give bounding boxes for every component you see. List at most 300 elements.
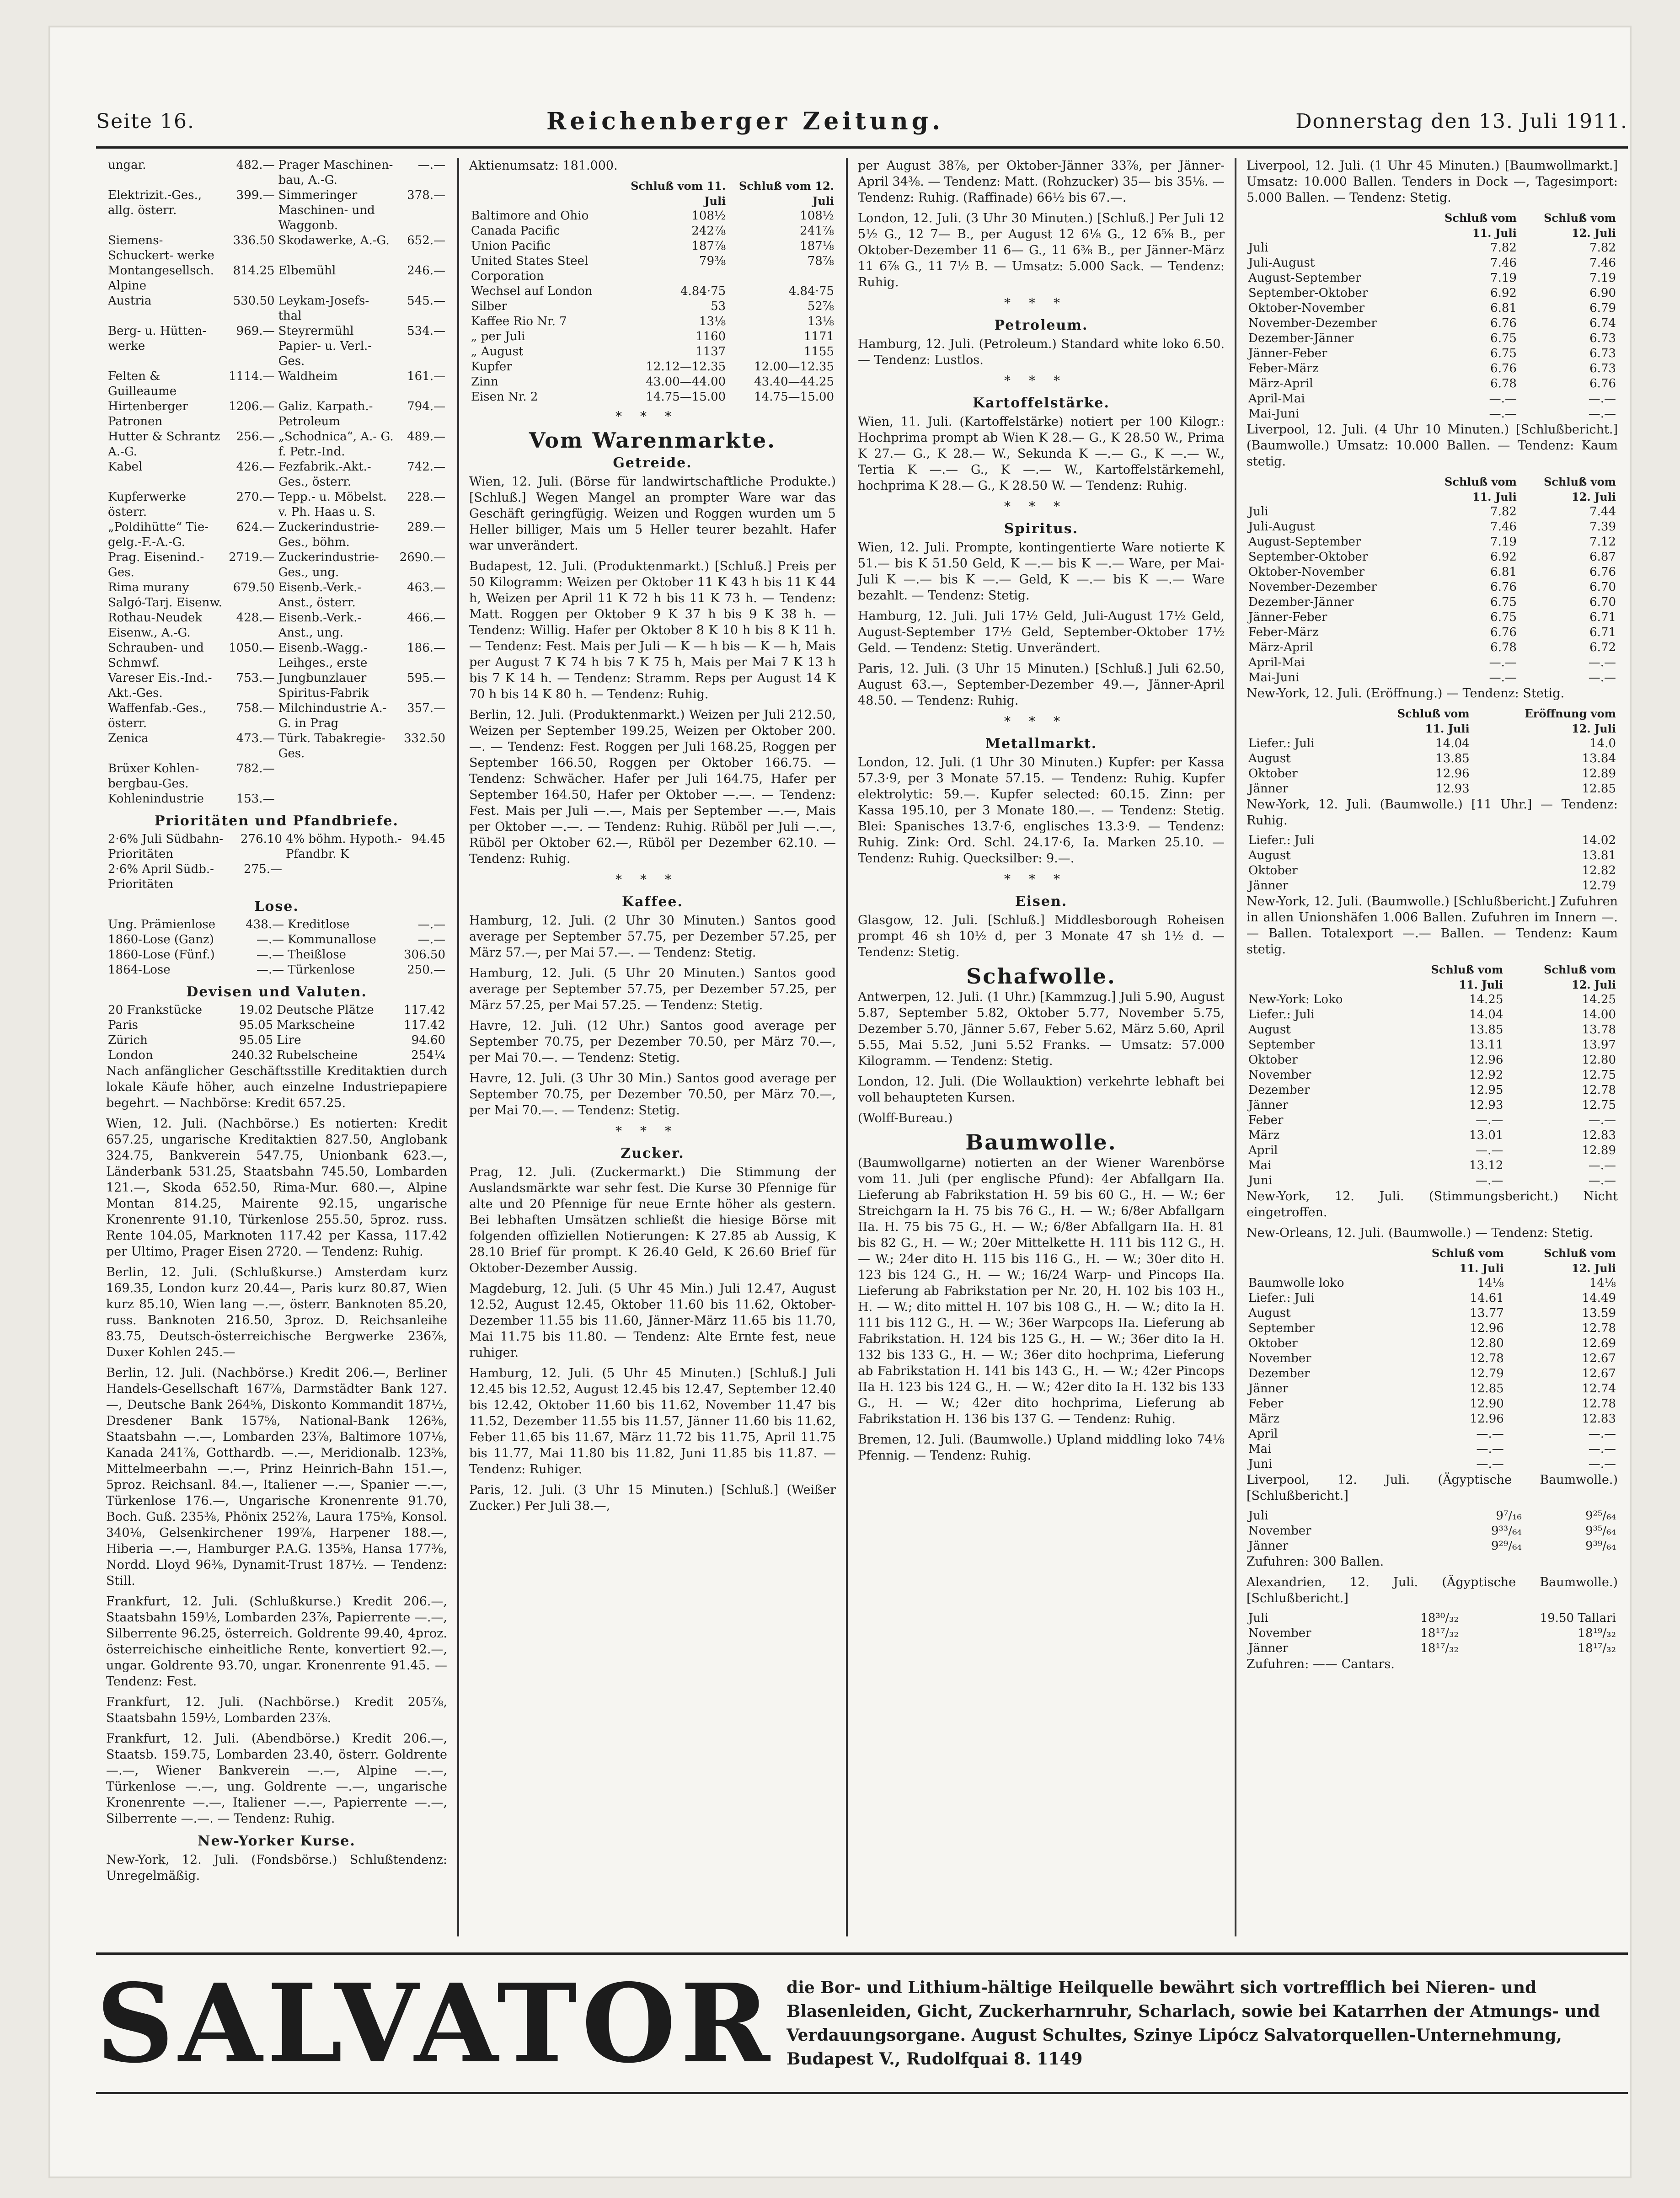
table-cell: April bbox=[1248, 1144, 1278, 1157]
table-cell: 7.12 bbox=[1589, 535, 1616, 549]
table-cell: —.— bbox=[1476, 1113, 1503, 1127]
table-cell: Kupfer bbox=[471, 360, 512, 374]
table-cell: „ per Juli bbox=[471, 330, 525, 343]
table-row bbox=[469, 284, 836, 299]
table-cell: 357.— bbox=[407, 701, 445, 715]
currency-table bbox=[106, 1003, 447, 1063]
table-cell: November bbox=[1248, 1352, 1311, 1365]
table-cell: „Poldihütte“ Tie- gelg.-F.-A.-G. bbox=[108, 520, 209, 549]
table-cell: Dezember bbox=[1248, 1367, 1310, 1380]
table-cell: Siemens-Schuckert- werke bbox=[108, 234, 214, 262]
table-cell: Jänner bbox=[1248, 782, 1289, 796]
table-cell: 12.67 bbox=[1582, 1367, 1616, 1380]
column-header: Schluß vom bbox=[1544, 211, 1616, 225]
table-cell: August bbox=[1248, 1023, 1291, 1037]
table-cell: 6.73 bbox=[1589, 362, 1616, 375]
table-row bbox=[469, 314, 836, 329]
table-cell: Kommunallose bbox=[288, 933, 376, 947]
table-cell: 534.— bbox=[407, 324, 445, 338]
table-cell: 12.78 bbox=[1470, 1352, 1504, 1365]
table-cell: Montangesellsch. Alpine bbox=[108, 264, 214, 293]
table-cell: 463.— bbox=[407, 581, 445, 594]
table-cell: 14.75—15.00 bbox=[754, 390, 834, 404]
table-cell: Milchindustrie A.-G. in Prag bbox=[278, 701, 387, 730]
table-row bbox=[469, 374, 836, 390]
table-cell: Hutter & Schrantz A.-G. bbox=[108, 430, 220, 459]
table-cell: 1160 bbox=[696, 330, 726, 343]
table-cell: 95.05 bbox=[239, 1033, 273, 1047]
table-cell: Prag. Eisenind.- Ges. bbox=[108, 551, 204, 579]
table-cell: 782.— bbox=[236, 762, 275, 775]
table-cell: 595.— bbox=[407, 671, 445, 685]
market-report: London, 12. Juli. (3 Uhr 30 Minuten.) [Schluß.] Per Juli 12 5½ G., 12 7— B., per August 12 6⅛ G., 12 6⅝ B., per Oktober-Dezember 11 6— G., 11 6⅜ B., per Jänner-März 11 6⅞ G., 11 7½ B. — Umsatz: 5.000 Sack. — Tendenz: Ruhig. bbox=[858, 211, 1225, 289]
table-cell: 12.69 bbox=[1582, 1337, 1616, 1350]
table-row bbox=[106, 1018, 447, 1033]
table-cell: 7.82 bbox=[1589, 241, 1616, 255]
market-report: Liverpool, 12. Juli. (Ägyptische Baumwolle.) [Schlußbericht.] bbox=[1247, 1473, 1618, 1503]
table-cell: November bbox=[1248, 1524, 1311, 1538]
table-row bbox=[1247, 361, 1618, 376]
table-row bbox=[1247, 1457, 1618, 1472]
market-report: Wien, 12. Juli. (Börse für landwirtschaftliche Produkte.) [Schluß.] Wegen Mangel an prompter Ware war das Geschäft geringfügig. Weizen und Roggen wurden um 5 Heller billiger, Mais um 5 Heller teurer bezahlt. Hafer war unverändert. bbox=[469, 475, 836, 553]
table-cell: 545.— bbox=[407, 294, 445, 308]
table-cell: 250.— bbox=[407, 963, 445, 977]
table-cell: November-Dezember bbox=[1248, 316, 1377, 330]
column-header: Eröffnung vom bbox=[1525, 707, 1616, 720]
table-cell: März-April bbox=[1248, 377, 1313, 390]
column-header: 11. Juli bbox=[1472, 226, 1517, 240]
market-report: New-York, 12. Juli. (Fondsbörse.) Schlußtendenz: Unregelmäßig. bbox=[106, 1853, 447, 1883]
table-cell: 19.02 bbox=[239, 1003, 273, 1017]
table-cell: 12.83 bbox=[1582, 1128, 1616, 1142]
lottery-bonds-table bbox=[106, 917, 447, 978]
table-cell: —.— bbox=[1588, 656, 1616, 669]
column-header: Schluß vom 12. Juli bbox=[738, 179, 834, 208]
table-cell: 12.85 bbox=[1470, 1382, 1504, 1396]
table-row bbox=[1247, 1442, 1618, 1457]
table-cell: 742.— bbox=[407, 460, 445, 474]
table-cell: 14.00 bbox=[1582, 1008, 1616, 1021]
table-cell: —.— bbox=[256, 963, 284, 977]
table-cell: 43.40—44.25 bbox=[754, 375, 834, 389]
column-header: 11. Juli bbox=[1425, 722, 1470, 735]
table-cell: Waffenfab.-Ges., österr. bbox=[108, 701, 207, 730]
table-row bbox=[469, 224, 836, 239]
section-title: Vom Warenmarkte. bbox=[529, 428, 776, 453]
table-cell: 241⅞ bbox=[800, 224, 834, 238]
table-cell: 117.42 bbox=[404, 1018, 445, 1032]
table-cell: April-Mai bbox=[1248, 656, 1305, 669]
table-row bbox=[1247, 1098, 1618, 1113]
table-row bbox=[1247, 1524, 1618, 1539]
table-row bbox=[106, 460, 447, 490]
section-divider: *** bbox=[1004, 872, 1078, 887]
table-cell: Juli bbox=[1248, 1611, 1268, 1625]
table-cell: Jänner bbox=[1248, 1098, 1289, 1112]
ad-text: die Bor- und Lithium-hältige Heilquelle bewährt sich vortrefflich bei Nieren- und Blasenleiden, Gicht, Zuckerharnruhr, Scharlach, sowie bei Katarrhen der Atmungs- und Verdauungsorgane. August Schultes, Szinye Lipócz Salvatorquellen-Unternehmung, Budapest V., Rudolfquai 8. 1149 bbox=[786, 1978, 1600, 2069]
table-cell: August bbox=[1248, 1306, 1291, 1320]
table-cell: August-September bbox=[1248, 271, 1361, 285]
table-cell: Union Pacific bbox=[471, 239, 551, 253]
table-row bbox=[1247, 316, 1618, 331]
table-row bbox=[106, 832, 447, 862]
table-row bbox=[1247, 670, 1618, 685]
table-cell: Juli bbox=[1248, 241, 1268, 255]
table-cell: 6.70 bbox=[1589, 595, 1616, 609]
table-cell: Elektrizit.-Ges., allg. österr. bbox=[108, 188, 202, 217]
table-cell: 153.— bbox=[236, 792, 275, 806]
section-heading: Prioritäten und Pfandbriefe. bbox=[155, 813, 399, 829]
table-cell: 1171 bbox=[803, 330, 834, 343]
table-cell: 20 Frankstücke bbox=[108, 1003, 203, 1017]
table-cell: September-Oktober bbox=[1248, 286, 1368, 300]
table-cell: 12.79 bbox=[1582, 879, 1616, 893]
table-cell: Baumwolle loko bbox=[1248, 1276, 1344, 1290]
table-cell: 969.— bbox=[236, 324, 275, 338]
table-cell: 814.25 bbox=[233, 264, 275, 278]
table-row bbox=[1247, 301, 1618, 316]
table-cell: Baltimore and Ohio bbox=[471, 209, 589, 223]
section-heading: Zucker. bbox=[621, 1145, 685, 1161]
market-report: Hamburg, 12. Juli. (Petroleum.) Standard white loko 6.50. — Tendenz: Lustlos. bbox=[858, 337, 1225, 367]
market-report: Frankfurt, 12. Juli. (Schlußkurse.) Kredit 206.—, Staatsbahn 159½, Lombarden 23⅞, Papierrente —.—, Silberrente 96.25, österreich. Goldrente 99.40, 4proz. österreichische einheitliche Rente, konvertiert 92.—, ungar. Goldrente 93.70, ungar. Kronenrente 91.45. — Tendenz: Fest. bbox=[106, 1594, 447, 1689]
table-row bbox=[1247, 610, 1618, 625]
sugar-reports bbox=[469, 1164, 836, 1514]
market-report: Liverpool, 12. Juli. (4 Uhr 10 Minuten.) [Schlußbericht.] (Baumwolle.) Umsatz: 10.000 Ballen. — Tendenz: Kaum stetig. bbox=[1247, 422, 1618, 469]
table-cell bbox=[277, 791, 398, 807]
table-cell: 13.78 bbox=[1582, 1023, 1616, 1037]
table-cell: Fezfabrik.-Akt.- Ges., österr. bbox=[278, 460, 371, 489]
table-row bbox=[1247, 1336, 1618, 1351]
table-cell: 6.76 bbox=[1490, 316, 1517, 330]
table-cell: November bbox=[1248, 1626, 1311, 1640]
table-row bbox=[1247, 1053, 1618, 1068]
table-row bbox=[1247, 535, 1618, 550]
table-cell: Oktober bbox=[1248, 1337, 1298, 1350]
table-row bbox=[106, 1033, 447, 1048]
table-row bbox=[106, 701, 447, 731]
table-cell: New-York: Loko bbox=[1248, 993, 1343, 1006]
table-cell: 6.72 bbox=[1589, 641, 1616, 654]
table-row bbox=[1247, 1641, 1618, 1656]
table-row bbox=[106, 294, 447, 324]
table-cell: 2·6% April Südb.- Prioritäten bbox=[108, 862, 214, 891]
stock-turnover: Aktienumsatz: 181.000. bbox=[469, 159, 618, 173]
market-report: (Wolff-Bureau.) bbox=[858, 1111, 953, 1125]
column-header: 12. Juli bbox=[1571, 722, 1616, 735]
table-cell: Zuckerindustrie- Ges., böhm. bbox=[278, 520, 379, 549]
table-cell: 14.04 bbox=[1435, 737, 1470, 750]
table-cell: Felten & Guilleaume bbox=[108, 369, 177, 398]
market-report: Magdeburg, 12. Juli. (5 Uhr 45 Min.) Juli 12.47, August 12.52, August 12.45, Oktober 11.60 bis 11.62, Oktober-Dezember 11.55 bis 11.60, Jänner-März 11.65 bis 11.70, Mai 11.75 bis 11.80. — Tendenz: Alte Ernte fest, neue ruhiger. bbox=[469, 1282, 836, 1360]
table-row bbox=[106, 233, 447, 263]
table-cell: 13.11 bbox=[1469, 1038, 1503, 1052]
table-cell: Jänner bbox=[1248, 1382, 1289, 1396]
table-cell: Jänner-Feber bbox=[1248, 610, 1327, 624]
table-cell: Rubelscheine bbox=[277, 1048, 358, 1062]
table-cell: Leykam-Josefs- thal bbox=[278, 294, 369, 323]
table-cell: Steyrermühl Papier- u. Verl.- Ges. bbox=[278, 324, 372, 368]
table-row bbox=[106, 791, 447, 807]
table-cell: 14.02 bbox=[1582, 834, 1616, 847]
table-cell: Kohlenindustrie bbox=[108, 792, 204, 806]
table-cell: 95.05 bbox=[239, 1018, 273, 1032]
table-cell: —.— bbox=[1489, 656, 1517, 669]
table-cell: Galiz. Karpath.- Petroleum bbox=[278, 400, 373, 428]
table-cell: 336.50 bbox=[233, 234, 275, 247]
table-cell: 12.79 bbox=[1470, 1367, 1504, 1380]
table-cell: 9⁷/₁₆ bbox=[1496, 1509, 1522, 1523]
table-cell: 12.78 bbox=[1582, 1083, 1616, 1097]
table-cell: —.— bbox=[256, 933, 284, 947]
table-cell: Juli bbox=[1248, 1509, 1268, 1523]
table-cell: 6.79 bbox=[1589, 301, 1616, 315]
table-row bbox=[106, 932, 447, 947]
table-cell: 7.46 bbox=[1589, 256, 1616, 270]
table-cell: 12.12—12.35 bbox=[646, 360, 726, 374]
table-cell: 161.— bbox=[407, 369, 445, 383]
table-row bbox=[106, 641, 447, 671]
table-row bbox=[1247, 1306, 1618, 1321]
table-cell: 13.12 bbox=[1469, 1159, 1503, 1172]
table-cell: 6.75 bbox=[1490, 332, 1517, 345]
table-cell: 12.67 bbox=[1582, 1352, 1616, 1365]
table-cell: 1155 bbox=[803, 345, 834, 358]
table-row bbox=[1247, 992, 1618, 1007]
table-cell: 6.75 bbox=[1490, 347, 1517, 360]
table-cell: Lire bbox=[277, 1033, 301, 1047]
table-cell: 78⅞ bbox=[807, 254, 834, 268]
market-report: Frankfurt, 12. Juli. (Nachbörse.) Kredit 205⅞, Staatsbahn 159½, Lombarden 23⅞. bbox=[106, 1695, 447, 1725]
table-cell: Juni bbox=[1248, 1174, 1273, 1187]
table-cell: 482.— bbox=[236, 158, 275, 172]
table-row bbox=[106, 731, 447, 761]
table-cell: August-September bbox=[1248, 535, 1361, 549]
securities-table bbox=[106, 158, 447, 807]
table-cell: März bbox=[1248, 1128, 1280, 1142]
table-cell: 18¹⁹/₃₂ bbox=[1578, 1626, 1616, 1640]
table-cell: 652.— bbox=[407, 234, 445, 247]
table-cell: 426.— bbox=[236, 460, 275, 474]
table-row bbox=[469, 239, 836, 254]
ad-brand: SALVATOR bbox=[96, 1960, 775, 2087]
table-row bbox=[469, 299, 836, 314]
table-cell: 270.— bbox=[236, 490, 275, 504]
table-cell: 12.75 bbox=[1582, 1068, 1616, 1082]
table-cell: —.— bbox=[1489, 407, 1517, 421]
column-header: 12. Juli bbox=[1571, 1262, 1616, 1275]
table-cell: Theißlose bbox=[288, 948, 346, 962]
table-row bbox=[1247, 1173, 1618, 1188]
table-cell: 12.90 bbox=[1470, 1397, 1504, 1411]
table-cell bbox=[284, 862, 410, 892]
table-cell: 473.— bbox=[236, 732, 275, 745]
table-cell: —.— bbox=[1588, 1113, 1616, 1127]
table-cell: —.— bbox=[1588, 1442, 1616, 1456]
table-cell: 624.— bbox=[236, 520, 275, 534]
table-cell: 19.50 Tallari bbox=[1540, 1611, 1616, 1625]
table-row bbox=[469, 344, 836, 359]
table-row bbox=[1247, 1539, 1618, 1554]
neworleans-table bbox=[1247, 1246, 1618, 1472]
column-header: 12. Juli bbox=[1571, 490, 1616, 503]
market-report: Havre, 12. Juli. (3 Uhr 30 Min.) Santos good average per September 70.75, per Dezember 70.50, per März 70.—, per Mai 70.—. — Tendenz: Stetig. bbox=[469, 1071, 836, 1118]
table-cell: Rima murany Salgó-Tarj. Eisenw. bbox=[108, 581, 222, 610]
section-title: Baumwolle. bbox=[965, 1130, 1117, 1155]
table-cell: —.— bbox=[417, 933, 445, 947]
table-row bbox=[1247, 346, 1618, 361]
newyork-stocks-table bbox=[469, 178, 836, 405]
table-row bbox=[1247, 1351, 1618, 1366]
table-cell: 14⅛ bbox=[1589, 1276, 1616, 1290]
column-header: Schluß vom bbox=[1544, 1246, 1616, 1260]
market-report: Berlin, 12. Juli. (Produktenmarkt.) Weizen per Juli 212.50, Weizen per September 199.25, Weizen per Oktober 200.—. — Tendenz: Fest. Roggen per Juli 168.25, Roggen per September 166.50, Roggen per Oktober 166.75. — Tendenz: Schwächer. Hafer per Juli 164.75, Hafer per September 164.50, Hafer per Oktober —.—. — Tendenz: Fest. Mais per Juli —.—, Mais per September —.—, Mais per Oktober —.—. — Tendenz: Ruhig. Rüböl per Juli —.—, Rüböl per Oktober 62.—, Rüböl per Dezember 62.10. — Tendenz: Ruhig. bbox=[469, 708, 836, 866]
market-report: Bremen, 12. Juli. (Baumwolle.) Upland middling loko 74⅛ Pfennig. — Tendenz: Ruhig. bbox=[858, 1433, 1225, 1463]
column-header: Schluß vom bbox=[1445, 475, 1517, 488]
table-row bbox=[1247, 1366, 1618, 1381]
table-row bbox=[106, 429, 447, 460]
table-row bbox=[1247, 1611, 1618, 1626]
table-cell: —.— bbox=[1489, 392, 1517, 406]
table-cell: 679.50 bbox=[233, 581, 275, 594]
column-header: 12. Juli bbox=[1571, 226, 1616, 240]
table-row bbox=[1247, 1022, 1618, 1037]
table-cell: —.— bbox=[1588, 1174, 1616, 1187]
table-cell: Juli bbox=[1248, 505, 1268, 519]
table-cell: 6.73 bbox=[1589, 332, 1616, 345]
table-cell: 1050.— bbox=[229, 641, 275, 655]
table-row bbox=[469, 209, 836, 224]
table-cell: 13.81 bbox=[1582, 849, 1616, 862]
market-report: Havre, 12. Juli. (12 Uhr.) Santos good average per September 70.75, per Dezember 70.50, per März 70.—, per Mai 70.—. — Tendenz: Stetig. bbox=[469, 1019, 836, 1065]
table-row bbox=[106, 917, 447, 932]
table-cell: August bbox=[1248, 849, 1291, 862]
issue-date: Donnerstag den 13. Juli 1911. bbox=[1295, 109, 1628, 133]
table-cell: —.— bbox=[1476, 1457, 1504, 1471]
column-header: Schluß vom bbox=[1544, 963, 1616, 976]
table-cell: 14.49 bbox=[1582, 1291, 1616, 1305]
market-report: Paris, 12. Juli. (3 Uhr 15 Minuten.) [Schluß.] Juli 62.50, August 63.—, September-Dezember 49.—, Jänner-April 48.50. — Tendenz: Ruhig. bbox=[858, 662, 1225, 708]
table-cell: 7.46 bbox=[1490, 256, 1517, 270]
table-cell: 79⅜ bbox=[699, 254, 726, 268]
table-cell: 4.84·75 bbox=[788, 284, 834, 298]
table-cell: United States Steel Corporation bbox=[471, 254, 589, 283]
table-cell: Liefer.: Juli bbox=[1248, 737, 1315, 750]
table-cell: —.— bbox=[1476, 1144, 1503, 1157]
table-cell: 399.— bbox=[236, 188, 275, 202]
section-heading: Kartoffelstärke. bbox=[973, 395, 1110, 411]
table-cell: 94.45 bbox=[411, 832, 445, 846]
table-cell: 12.92 bbox=[1469, 1068, 1503, 1082]
table-cell: 6.92 bbox=[1490, 550, 1517, 564]
newspaper-title: Reichenberger Zeitung. bbox=[546, 107, 944, 135]
table-cell: September bbox=[1248, 1321, 1315, 1335]
table-row bbox=[106, 580, 447, 610]
table-cell: 6.76 bbox=[1490, 626, 1517, 639]
table-cell: 12.78 bbox=[1582, 1321, 1616, 1335]
table-cell: Mai bbox=[1248, 1159, 1272, 1172]
table-cell: 1114.— bbox=[229, 369, 275, 383]
market-report: Berlin, 12. Juli. (Schlußkurse.) Amsterdam kurz 169.35, London kurz 20.44—, Paris kurz 80.87, Wien kurz 85.10, Wien lang —.—, österr. Banknoten 85.20, russ. Banknoten 216.50, 3proz. D. Reichsanleihe 83.75, Deutsch-österreichische Bergwerke 236⅞, Duxer Kohlen 245.— bbox=[106, 1265, 447, 1359]
table-cell: 13.01 bbox=[1469, 1128, 1503, 1142]
market-report: Glasgow, 12. Juli. [Schluß.] Middlesborough Roheisen prompt 46 sh 10½ d, per 3 Monate 47 sh 1½ d. — Tendenz: Stetig. bbox=[858, 913, 1225, 959]
table-cell: 9²⁵/₆₄ bbox=[1585, 1509, 1616, 1523]
table-cell: Kaffee Rio Nr. 7 bbox=[471, 315, 567, 328]
market-report: Wien, 12. Juli. Prompte, kontingentierte Ware notierte K 51.— bis K 51.50 Geld, K —.— bis K —.— Ware, per Mai-Juli K —.— bis K —.— Geld, K —.— bis K —.— Ware bezahlt. — Tendenz: Stetig. bbox=[858, 540, 1225, 603]
column-header: Schluß vom bbox=[1431, 963, 1503, 976]
column-header: Schluß vom 11. Juli bbox=[631, 179, 726, 208]
table-cell: Mai-Juni bbox=[1248, 671, 1300, 685]
table-cell: 12.80 bbox=[1582, 1053, 1616, 1067]
section-divider: *** bbox=[615, 409, 690, 424]
table-cell: 12.75 bbox=[1582, 1098, 1616, 1112]
table-cell: 246.— bbox=[407, 264, 445, 278]
table-cell: 2·6% Juli Südbahn- Prioritäten bbox=[108, 832, 224, 861]
table-cell: Liefer.: Juli bbox=[1248, 1291, 1315, 1305]
table-row bbox=[1247, 781, 1618, 797]
market-report: Prag, 12. Juli. (Zuckermarkt.) Die Stimmung der Auslandsmärkte war sehr fest. Die Kurse 30 Pfennige für alte und 20 Pfennige für neue Ernte höher als gestern. Bei lebhaften Umsätzen schließt die hiesige Börse mit folgenden offiziellen Notierungen: K 27.85 ab Aussig, K 28.10 Brief für prompt. K 26.40 Geld, K 26.60 Brief für Oktober-Dezember Aussig. bbox=[469, 1165, 836, 1275]
table-cell: 6.70 bbox=[1589, 580, 1616, 594]
market-report: New-Orleans, 12. Juli. (Baumwolle.) — Tendenz: Stetig. bbox=[1247, 1226, 1594, 1240]
column-header: Schluß vom bbox=[1544, 475, 1616, 488]
section-heading: Spiritus. bbox=[1004, 521, 1079, 537]
column-header: 11. Juli bbox=[1459, 1262, 1504, 1275]
table-row bbox=[1247, 1037, 1618, 1053]
section-heading: Metallmarkt. bbox=[985, 736, 1097, 752]
table-cell: Oktober-November bbox=[1248, 565, 1365, 579]
table-cell: 466.— bbox=[407, 611, 445, 625]
table-row bbox=[1247, 565, 1618, 580]
column-header: Schluß vom bbox=[1397, 707, 1470, 720]
table-cell: Zenica bbox=[108, 732, 149, 745]
table-cell: Brüxer Kohlen- bergbau-Ges. bbox=[108, 762, 199, 791]
table-row bbox=[1247, 1158, 1618, 1173]
table-row bbox=[106, 550, 447, 580]
section-divider: *** bbox=[615, 872, 690, 887]
table-cell: Zuckerindustrie- Ges., ung. bbox=[278, 551, 379, 579]
section-heading: Devisen und Valuten. bbox=[186, 984, 367, 1000]
section-heading: Lose. bbox=[254, 898, 299, 914]
table-row bbox=[1247, 848, 1618, 863]
table-row bbox=[106, 671, 447, 701]
table-row bbox=[1247, 1276, 1618, 1291]
market-report: Berlin, 12. Juli. (Nachbörse.) Kredit 206.—, Berliner Handels-Gesellschaft 167⅞, Darmstädter Bank 127.—, Deutsche Bank 264⅝, Diskonto Kommandit 187½, Dresdener Bank 157⅝, National-Bank 126⅜, Staatsbahn —.—, Lombarden 23⅞, Baltimore 107⅛, Kanada 241⅞, Gotthardb. —.—, Meridionalb. 123⅝, Mittelmeerbahn —.—, Prinz Heinrich-Bahn 151.—, 5proz. Reichsanl. 84.—, Italiener —.—, Spanier —.—, Türkenlose 176.—, Ungarische Kronenrente 91.70, Boch. Guß. 235⅜, Phönix 252⅞, Laura 175⅝, Konsol. 340⅛, Gelsenkirchener 199⅞, Harpener 188.—, Hiberia —.—, Hamburger P.A.G. 135⅝, Hansa 177⅜, Nordd. Lloyd 96⅜, Dynamit-Trust 187½. — Tendenz: Still. bbox=[106, 1366, 447, 1588]
section-heading: Eisen. bbox=[1015, 893, 1068, 909]
spirits-reports bbox=[858, 540, 1225, 709]
table-cell: 13.77 bbox=[1470, 1306, 1504, 1320]
table-row bbox=[469, 390, 836, 405]
table-cell: 7.19 bbox=[1589, 271, 1616, 285]
table-cell: Eisen Nr. 2 bbox=[471, 390, 538, 404]
table-cell: Jänner bbox=[1248, 1642, 1289, 1655]
table-cell: Deutsche Plätze bbox=[277, 1003, 374, 1017]
column-4 bbox=[1235, 158, 1628, 1936]
table-row bbox=[1247, 391, 1618, 406]
table-cell: 228.— bbox=[407, 490, 445, 504]
table-cell: Liefer.: Juli bbox=[1248, 1008, 1315, 1021]
table-cell: Türkenlose bbox=[288, 963, 355, 977]
table-row bbox=[1247, 1396, 1618, 1412]
table-cell: Schrauben- und Schmwf. bbox=[108, 641, 204, 670]
table-cell: Eisenb.-Verk.- Anst., österr. bbox=[278, 581, 362, 610]
table-cell: —.— bbox=[417, 918, 445, 931]
table-row bbox=[1247, 751, 1618, 766]
table-cell: 2690.— bbox=[399, 551, 445, 564]
table-cell: 12.96 bbox=[1470, 1412, 1504, 1426]
table-cell: 794.— bbox=[407, 400, 445, 413]
table-cell: 14.0 bbox=[1589, 737, 1616, 750]
table-row bbox=[1247, 519, 1618, 535]
